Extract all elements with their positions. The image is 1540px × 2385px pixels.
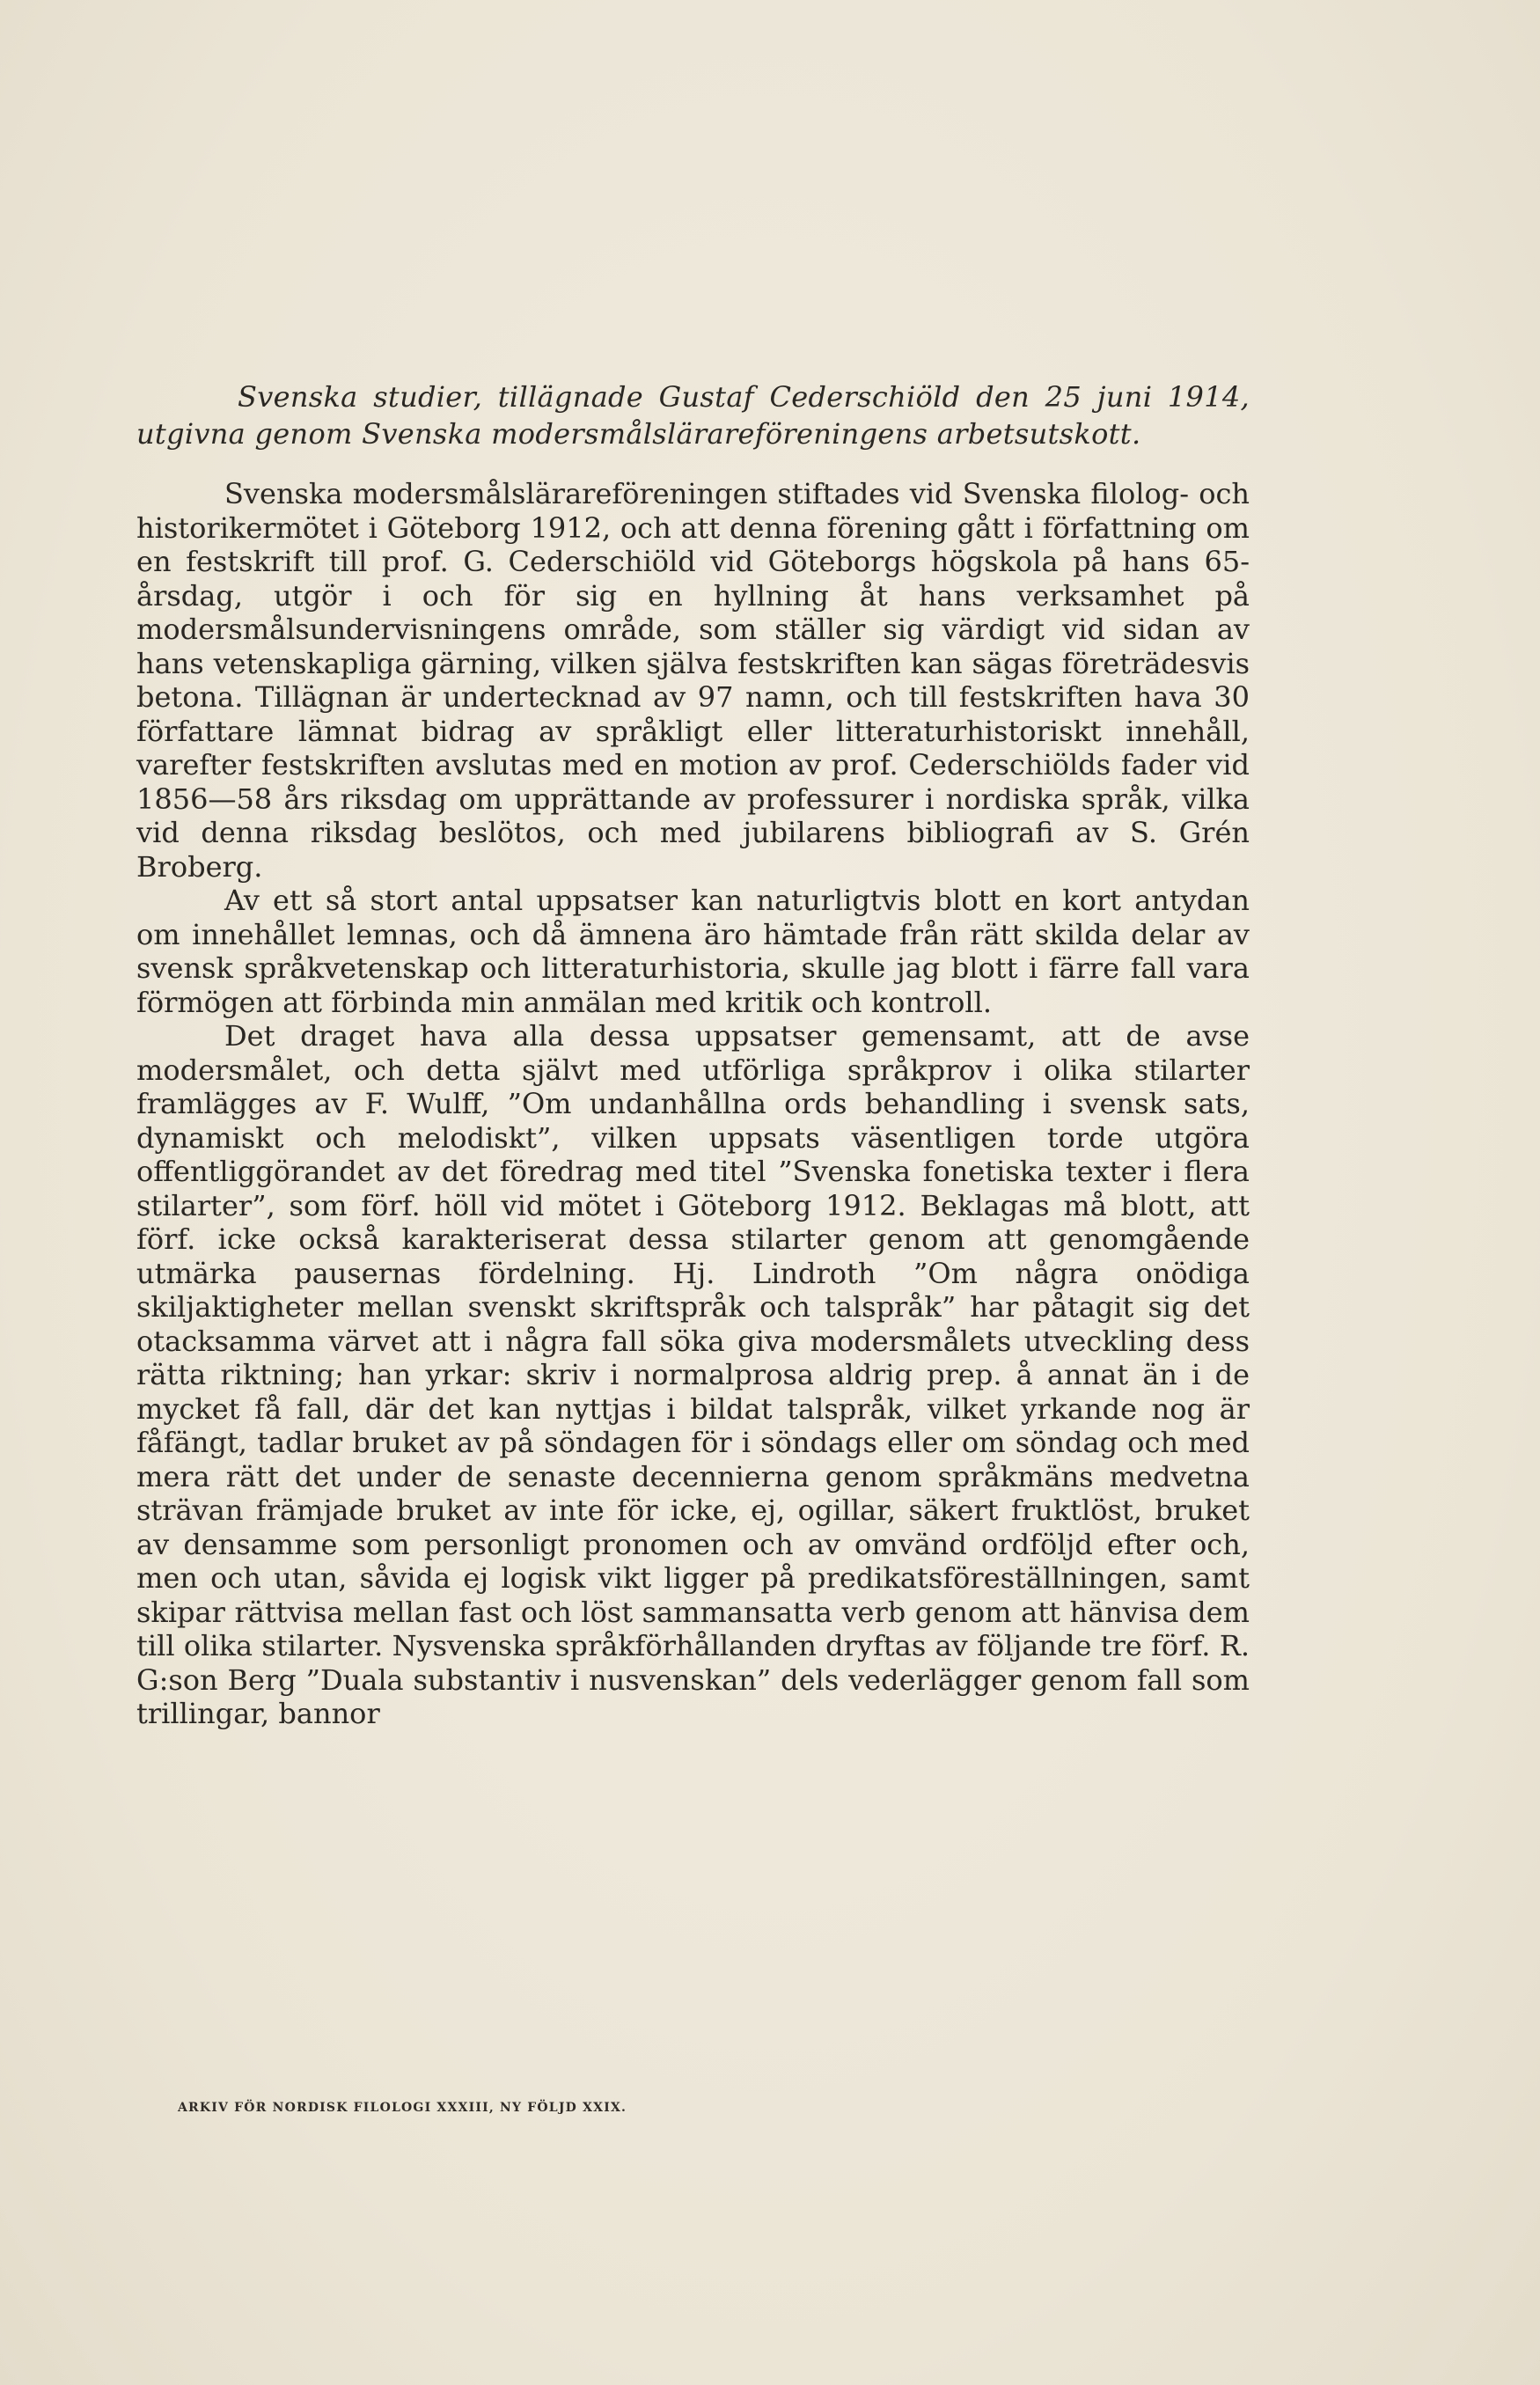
review-heading: Svenska studier, tillägnade Gustaf Cederschiöld den 25 juni 1914, utgivna genom Svenska modersmålslärareföreningens arbetsutskott.: [136, 380, 1250, 451]
main-text-block: [136, 378, 1250, 1731]
paragraph-1: Svenska modersmålslärareföreningen stiftades vid Svenska filolog- och historikermötet i Göteborg 1912, och att denna förening gått i författning om en festskrift till prof. G. Cederschiöld vid Göteborgs högskola på hans 65-årsdag, utgör i och för sig en hyllning åt hans verksamhet på modersmålsundervisningens område, som ställer sig värdigt vid sidan av hans vetenskapliga gärning, vilken själva festskriften kan sägas företrädesvis betona. Tillägnan är undertecknad av 97 namn, och till festskriften hava 30 författare lämnat bidrag av språkligt eller litteraturhistoriskt innehåll, varefter festskriften avslutas med en motion av prof. Cederschiölds fader vid 1856—58 års riksdag om upprättande av professurer i nordiska språk, vilka vid denna riksdag beslötos, och med jubilarens bibliografi av S. Grén Broberg.: [136, 477, 1250, 884]
paragraph-3: Det draget hava alla dessa uppsatser gemensamt, att de avse modersmålet, och detta självt med utförliga språkprov i olika stilarter framlägges av F. Wulff, ”Om undanhållna ords behandling i svensk sats, dynamiskt och melodiskt”, vilken uppsats väsentligen torde utgöra offentliggörandet av det föredrag med titel ”Svenska fonetiska texter i flera stilarter”, som förf. höll vid mötet i Göteborg 1912. Beklagas må blott, att förf. icke också karakteriserat dessa stilarter genom att genomgående utmärka pausernas fördelning. Hj. Lindroth ”Om några onödiga skiljaktigheter mellan svenskt skriftspråk och talspråk” har påtagit sig det otacksamma värvet att i några fall söka giva modersmålets utveckling dess rätta riktning; han yrkar: skriv i normalprosa aldrig prep. å annat än i de mycket få fall, där det kan nyttjas i bildat talspråk, vilket yrkande nog är fåfängt, tadlar bruket av på söndagen för i söndags eller om söndag och med mera rätt det under de senaste decennierna genom språkmäns medvetna strävan främjade bruket av inte för icke, ej, ogillar, säkert fruktlöst, bruket av densamme som personligt pronomen och av omvänd ordföljd efter och, men och utan, såvida ej logisk vikt ligger på predikatsföreställningen, samt skipar rättvisa mellan fast och löst sammansatta verb genom att hänvisa dem till olika stilarter. Nysvenska språkförhållanden dryftas av följande tre förf. R. G:son Berg ”Duala substantiv i nusvenskan” dels vederlägger genom fall som trillingar, bannor: [136, 1019, 1250, 1730]
paragraph-2: Av ett så stort antal uppsatser kan naturligtvis blott en kort antydan om innehållet lemnas, och då ämnena äro hämtade från rätt skilda delar av svensk språkvetenskap och litteraturhistoria, skulle jag blott i färre fall vara förmögen att förbinda min anmälan med kritik och kontroll.: [136, 884, 1250, 1019]
page-footer: ARKIV FÖR NORDISK FILOLOGI XXXIII, NY FÖLJD XXIX.: [178, 2101, 627, 2115]
